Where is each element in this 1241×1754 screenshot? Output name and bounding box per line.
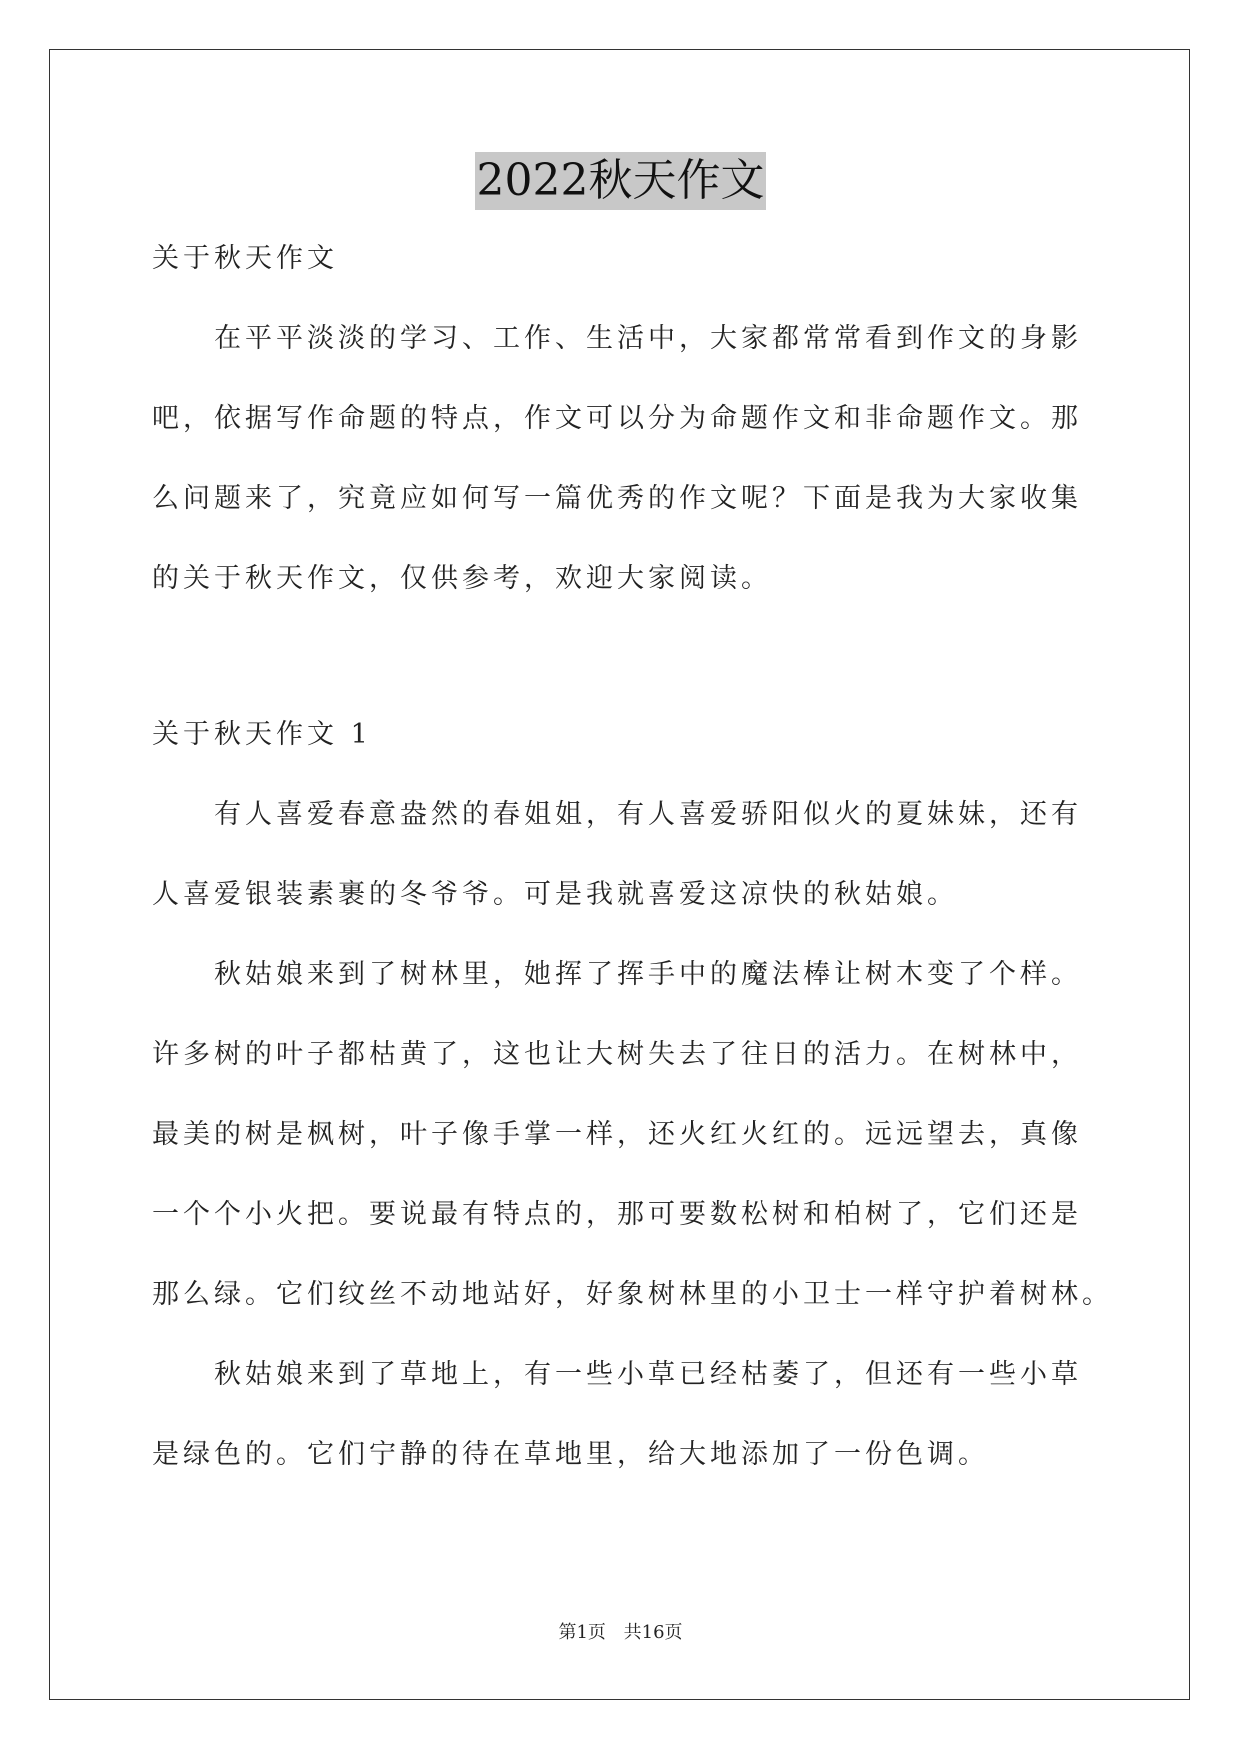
title-container [0,152,1241,210]
page-footer [0,1618,1241,1644]
paragraph-line: 一个个小火把。要说最有特点的，那可要数松树和柏树了，它们还是 [152,1199,1082,1230]
intro-heading: 关于秋天作文 [152,243,338,274]
paragraph-line: 许多树的叶子都枯黄了，这也让大树失去了往日的活力。在树林中， [152,1039,1082,1070]
page-number: 第1页 [558,1622,606,1643]
paragraph-line: 最美的树是枫树，叶子像手掌一样，还火红火红的。远远望去，真像 [152,1119,1082,1150]
paragraph-line: 有人喜爱春意盎然的春姐姐，有人喜爱骄阳似火的夏妹妹，还有 [214,799,1082,830]
intro-line: 在平平淡淡的学习、工作、生活中，大家都常常看到作文的身影 [214,323,1082,354]
paragraph-line: 秋姑娘来到了草地上，有一些小草已经枯萎了，但还有一些小草 [214,1359,1082,1390]
section1-heading: 关于秋天作文 1 [152,719,372,750]
paragraph-line: 人喜爱银装素裹的冬爷爷。可是我就喜爱这凉快的秋姑娘。 [152,879,958,910]
intro-line: 的关于秋天作文，仅供参考，欢迎大家阅读。 [152,563,772,594]
document-body [152,238,1113,1514]
page-total: 共16页 [623,1622,683,1643]
intro-line: 么问题来了，究竟应如何写一篇优秀的作文呢？下面是我为大家收集 [152,483,1082,514]
paragraph-line: 秋姑娘来到了树林里，她挥了挥手中的魔法棒让树木变了个样。 [214,959,1082,990]
paragraph-line: 是绿色的。它们宁静的待在草地里，给大地添加了一份色调。 [152,1439,989,1470]
section-spacer [152,638,1092,714]
intro-line: 吧，依据写作命题的特点，作文可以分为命题作文和非命题作文。那 [152,403,1082,434]
document-title: 2022秋天作文 [475,152,767,210]
paragraph-line: 那么绿。它们纹丝不动地站好，好象树林里的小卫士一样守护着树林。 [152,1279,1113,1310]
